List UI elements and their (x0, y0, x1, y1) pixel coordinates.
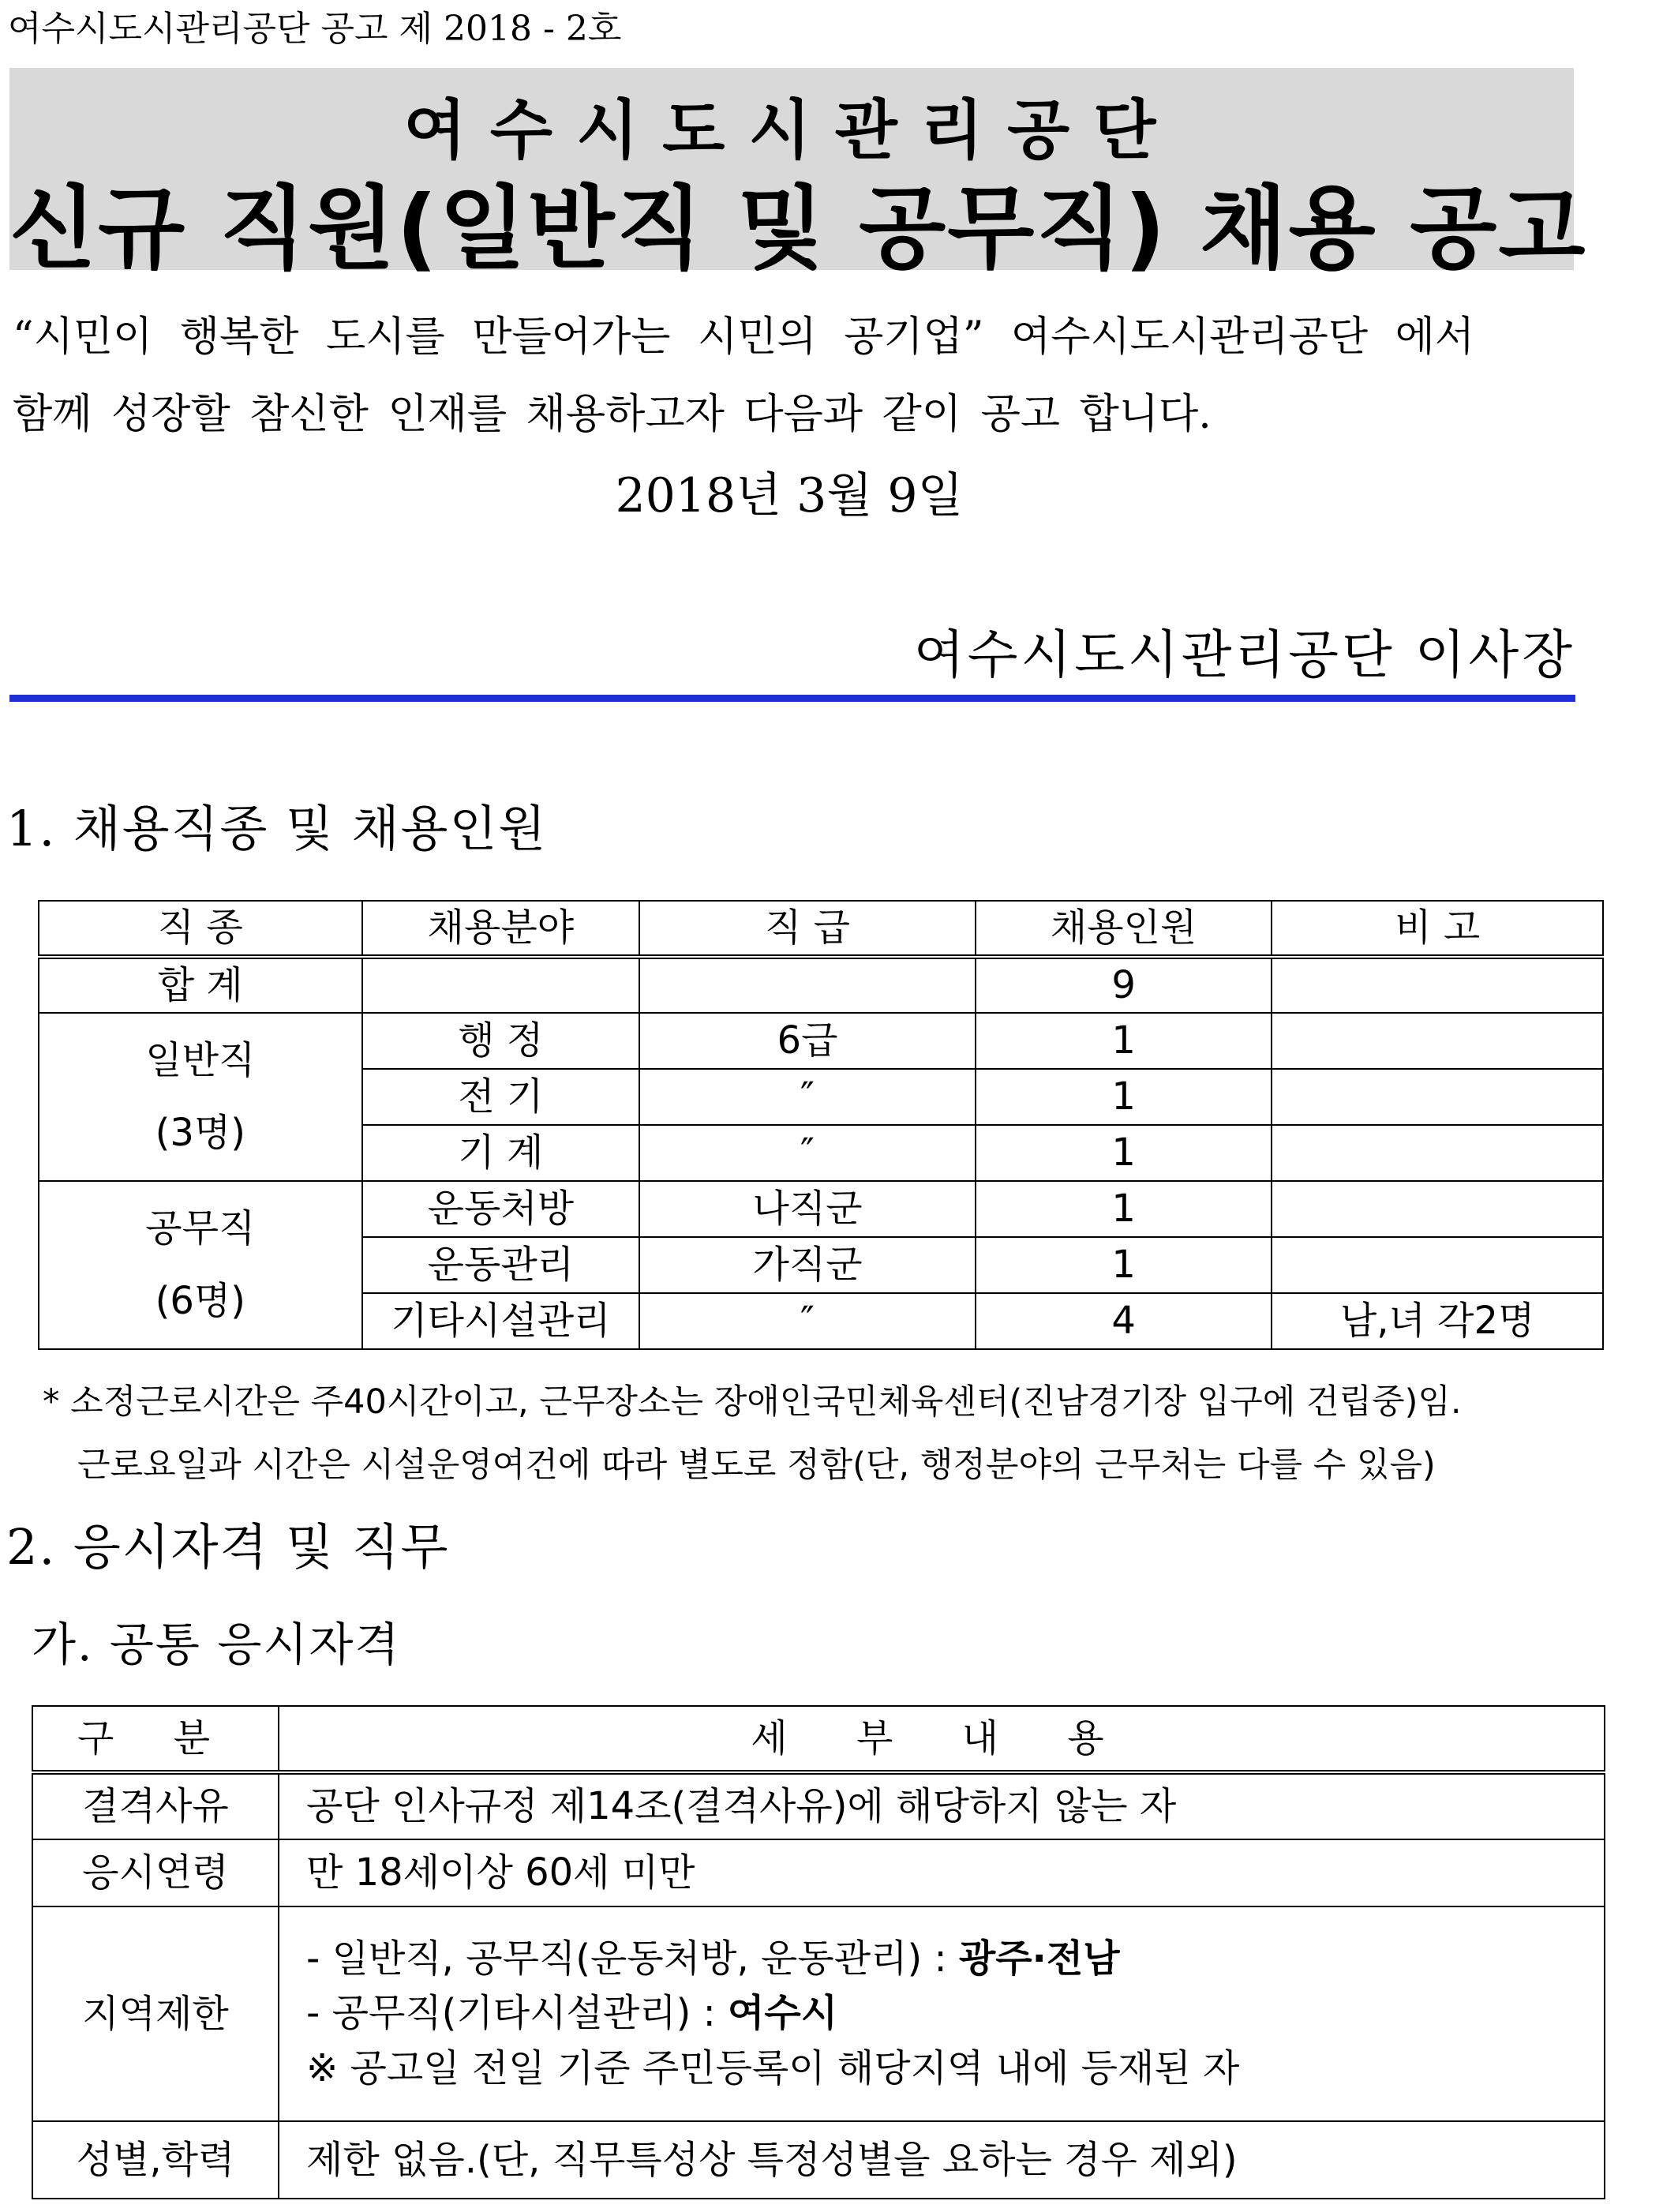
notice-date: 2018년 3월 9일 (615, 468, 964, 523)
field-cell: 기 계 (362, 1125, 640, 1181)
total-count: 9 (976, 957, 1272, 1013)
header-cell: 채용분야 (362, 901, 640, 957)
table-header-row (32, 1706, 1605, 1772)
intro-line-1: “시민이 행복한 도시를 만들어가는 시민의 공기업” 여수시도시관리공단 에서 (13, 313, 1475, 361)
region-highlight: 광주·전남 (958, 1936, 1120, 1981)
note-cell (1272, 1181, 1603, 1237)
header-cell: 채용인원 (976, 901, 1272, 957)
count-cell: 1 (976, 1069, 1272, 1125)
region-text: - 공무직(기타시설관리) : (306, 1991, 729, 2036)
region-highlight: 여수시 (728, 1991, 838, 2036)
qualification-table (32, 1705, 1605, 2199)
count-cell: 1 (976, 1237, 1272, 1293)
table-row (32, 1906, 1605, 2121)
content-cell: 제한 없음.(단, 직무특성상 특정성별을 요하는 경우 제외) (279, 2121, 1605, 2199)
content-cell (279, 1906, 1605, 2121)
label-cell: 성별,학력 (32, 2121, 279, 2199)
count-cell: 1 (976, 1125, 1272, 1181)
group-count: (6명) (155, 1278, 245, 1323)
org-heading: 여수시도시관리공단 (403, 93, 1180, 168)
region-line-1 (306, 1932, 1604, 1987)
group-count: (3명) (155, 1110, 245, 1155)
field-cell: 운동관리 (362, 1237, 640, 1293)
total-label: 합 계 (39, 957, 362, 1013)
content-cell: 만 18세이상 60세 미만 (279, 1839, 1605, 1906)
grade-cell: 가직군 (639, 1237, 976, 1293)
count-cell: 1 (976, 1181, 1272, 1237)
field-cell: 기타시설관리 (362, 1293, 640, 1349)
subsection-a-title: 가. 공통 응시자격 (32, 1618, 401, 1671)
table-row (32, 1839, 1605, 1906)
group-name: 공무직 (145, 1206, 256, 1251)
label-cell: 응시연령 (32, 1839, 279, 1906)
table-cell (362, 957, 640, 1013)
count-cell: 1 (976, 1013, 1272, 1069)
field-cell: 행 정 (362, 1013, 640, 1069)
table-row (32, 2121, 1605, 2199)
header-cell: 구 분 (32, 1706, 279, 1772)
recruitment-table (38, 900, 1604, 1350)
grade-cell: ″ (639, 1125, 976, 1181)
work-hours-note: * 소정근로시간은 주40시간이고, 근무장소는 장애인국민체육센터(진남경기장 입구에 건립중)임. (43, 1382, 1462, 1422)
table-cell (1272, 957, 1603, 1013)
grade-cell: 6급 (639, 1013, 976, 1069)
content-cell: 공단 인사규정 제14조(결격사유)에 해당하지 않는 자 (279, 1772, 1605, 1839)
note-cell: 남,녀 각2명 (1272, 1293, 1603, 1349)
header-cell: 세 부 내 용 (279, 1706, 1605, 1772)
field-cell: 전 기 (362, 1069, 640, 1125)
header-cell: 비 고 (1272, 901, 1603, 957)
region-line-3: ※ 공고일 전일 기준 주민등록이 해당지역 내에 등재된 자 (306, 2045, 1240, 2090)
region-line-2 (306, 1986, 1604, 2041)
work-hours-note-2: 근로요일과 시간은 시설운영여건에 따라 별도로 정함(단, 행정분야의 근무처는 다를 수 있음) (77, 1445, 1436, 1485)
section-2-title: 2. 응시자격 및 직무 (6, 1518, 450, 1576)
header-cell: 직 종 (39, 901, 362, 957)
grade-cell: ″ (639, 1293, 976, 1349)
note-cell (1272, 1069, 1603, 1125)
grade-cell: 나직군 (639, 1181, 976, 1237)
note-cell (1272, 1237, 1603, 1293)
count-cell: 4 (976, 1293, 1272, 1349)
label-cell: 지역제한 (32, 1906, 279, 2121)
table-row (39, 1181, 1603, 1237)
label-cell: 결격사유 (32, 1772, 279, 1839)
grade-cell: ″ (639, 1069, 976, 1125)
table-row (32, 1772, 1605, 1839)
header-cell: 직 급 (639, 901, 976, 957)
group-name: 일반직 (145, 1038, 256, 1083)
table-row (39, 1013, 1603, 1069)
group-cell-general (39, 1013, 362, 1181)
divider-rule (9, 695, 1575, 702)
region-text: - 일반직, 공무직(운동처방, 운동관리) : (306, 1936, 959, 1981)
table-cell (639, 957, 976, 1013)
group-cell-public (39, 1181, 362, 1349)
table-row-total (39, 957, 1603, 1013)
notice-number: 여수시도시관리공단 공고 제 2018 - 2호 (8, 9, 622, 49)
note-cell (1272, 1013, 1603, 1069)
field-cell: 운동처방 (362, 1181, 640, 1237)
table-header-row (39, 901, 1603, 957)
issuer: 여수시도시관리공단 이사장 (913, 624, 1575, 685)
note-cell (1272, 1125, 1603, 1181)
page-title: 신규 직원(일반직 및 공무직) 채용 공고 (9, 176, 1587, 281)
section-1-title: 1. 채용직종 및 채용인원 (6, 800, 548, 857)
intro-line-2: 함께 성장할 참신한 인재를 채용하고자 다음과 같이 공고 합니다. (13, 391, 1212, 438)
